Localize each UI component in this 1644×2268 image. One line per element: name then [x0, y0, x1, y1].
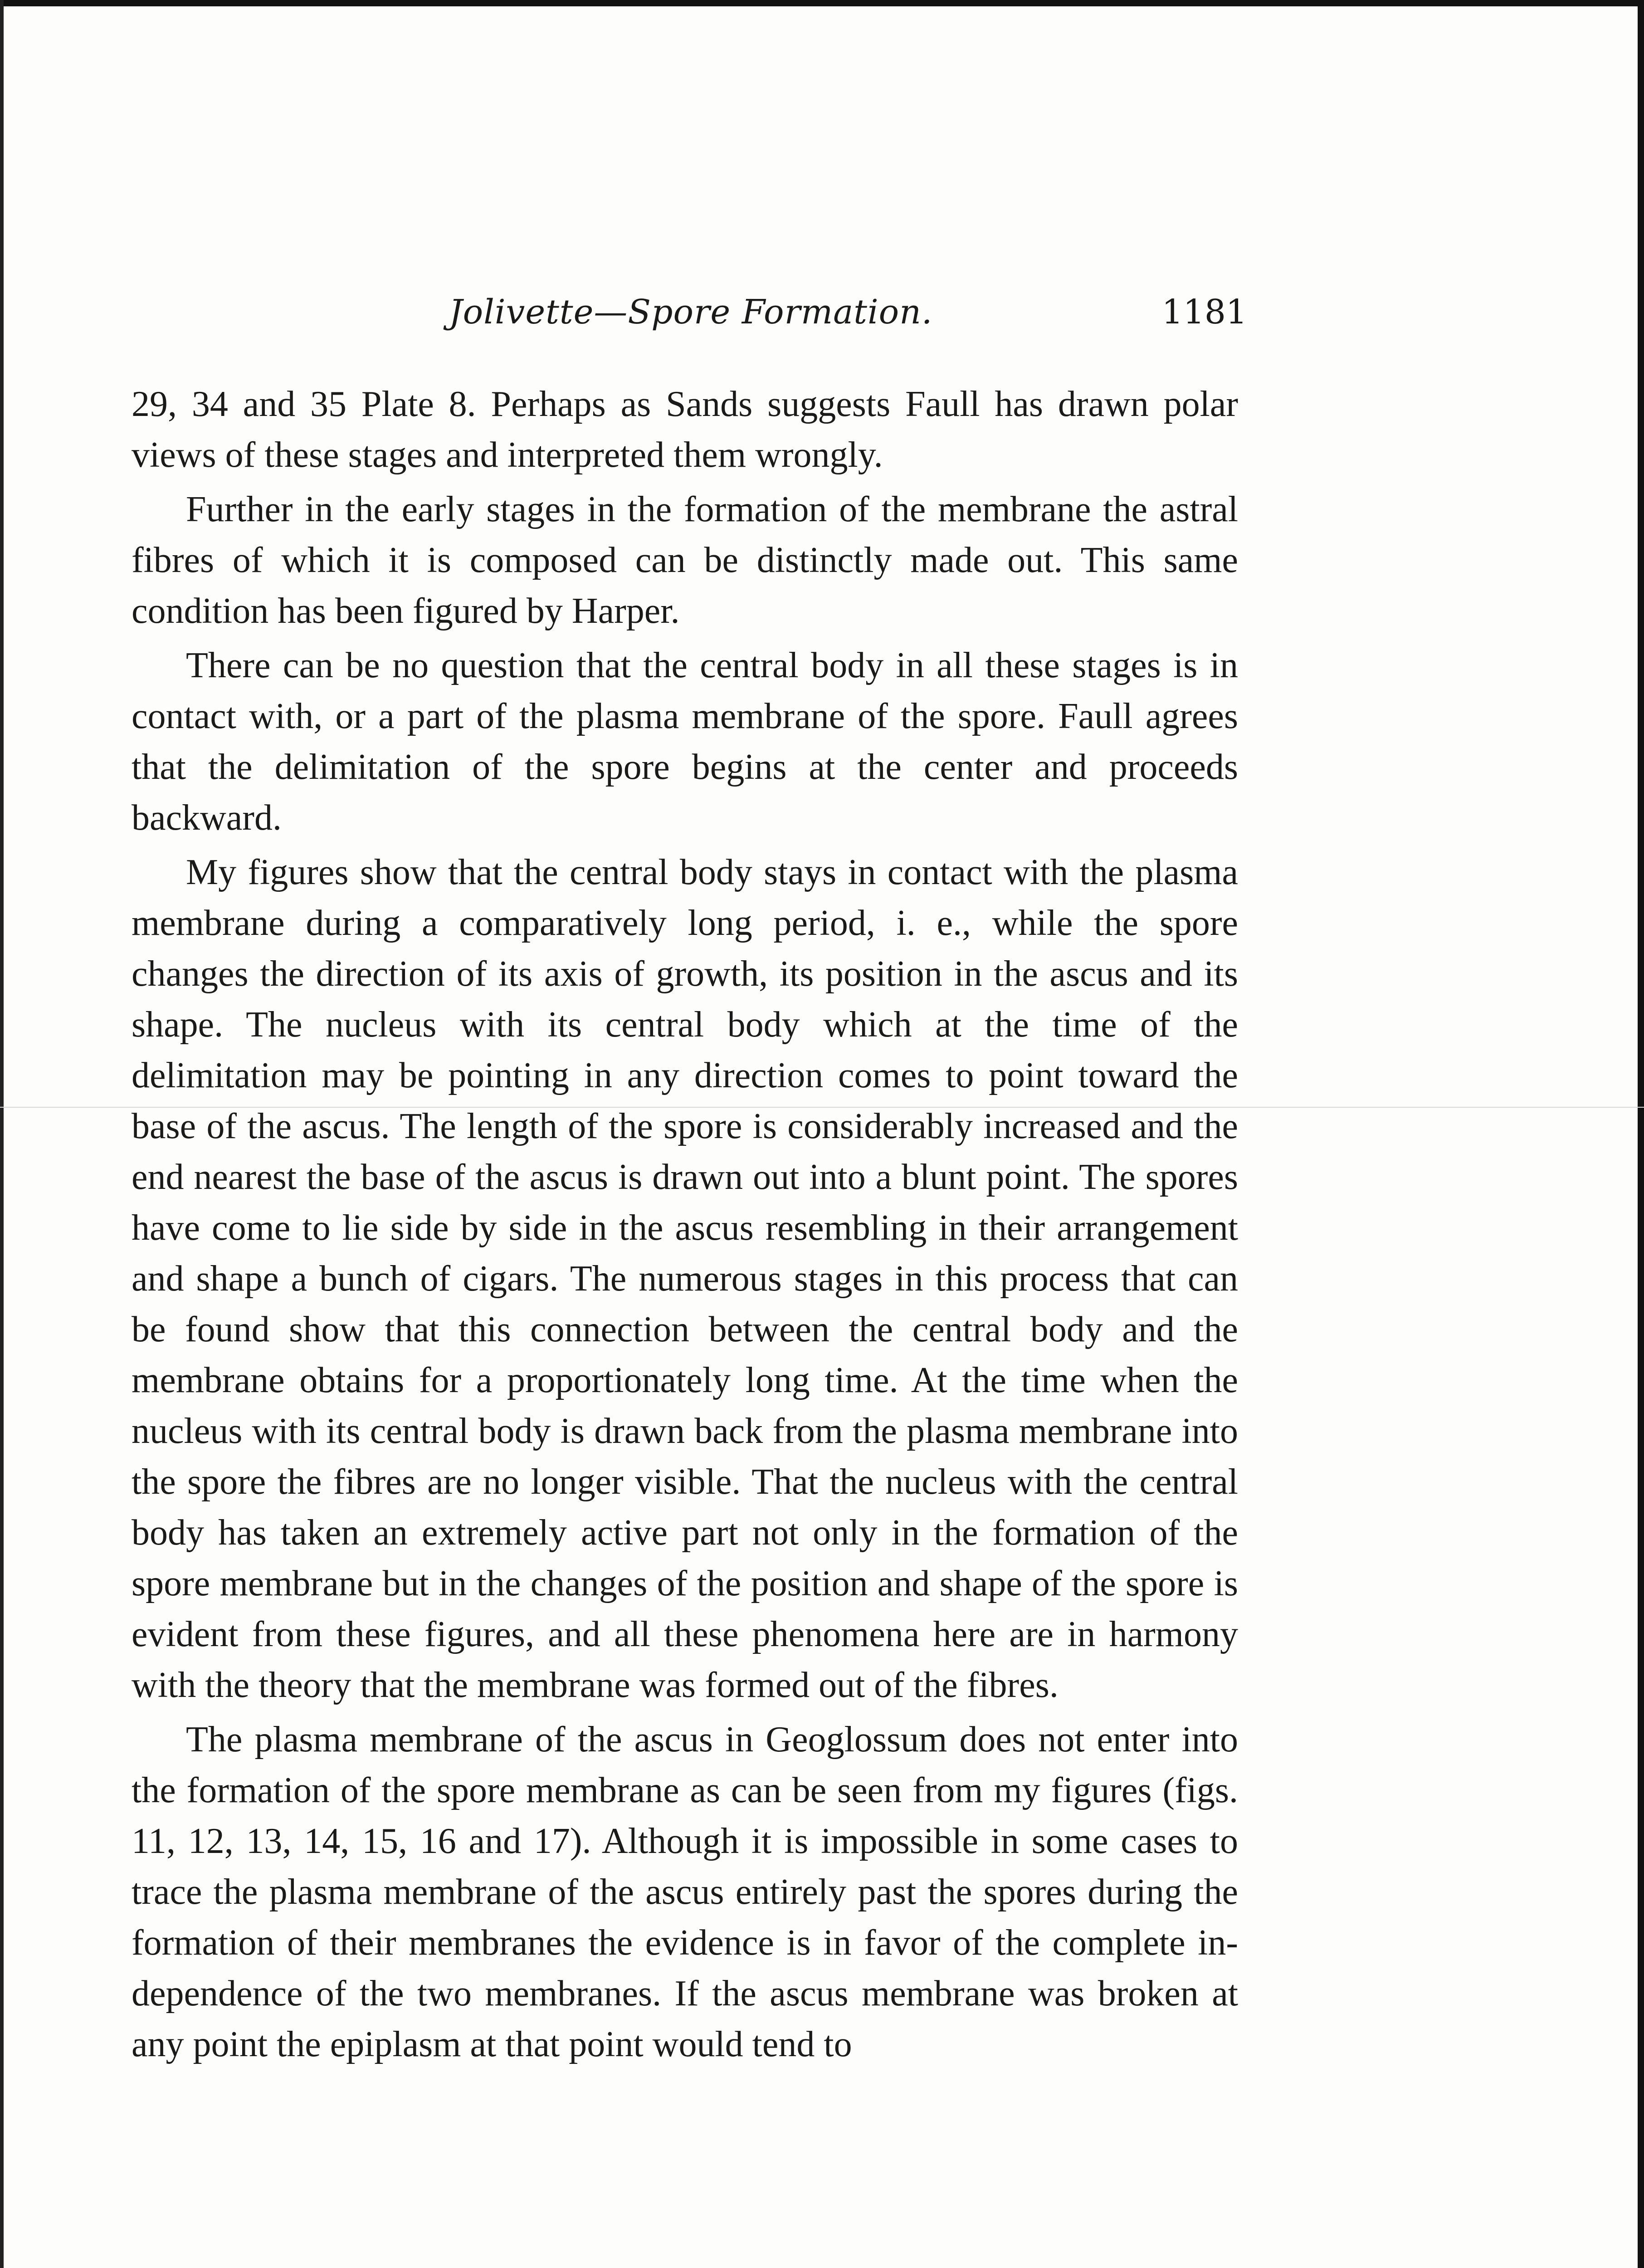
paragraph: Further in the early stages in the formation of the membrane the astral fibres of which it is composed can be distinctly made out. This same condition has been figured by Harper.	[132, 489, 1238, 631]
scan-edge-left	[0, 0, 4, 2268]
scan-edge-right	[1638, 0, 1644, 2268]
paragraph: 29, 34 and 35 Plate 8. Perhaps as Sands suggests Faull has drawn polar views of these stages and interpreted them wrongly.	[132, 384, 1238, 475]
page-number: 1181	[1161, 293, 1247, 332]
body-text	[132, 379, 1238, 2073]
paragraph: My figures show that the central body stays in contact with the plasma membrane during a comparatively long period, i. e., while the spore changes the direction of its axis of growth, its position in the ascus and its shape. The nucleus with its central body which at the time of the delimitation may be pointing in any direction comes to point toward the base of the ascus. The length of the spore is considerably increased and the end nearest the base of the ascus is drawn out into a blunt point. The spores have come to lie side by side in the ascus resembling in their arrangement and shape a bunch of cigars. The numerous stages in this process that can be found show that this connection between the central body and the membrane obtains for a proportionately long time. At the time when the nucleus with its central body is drawn back from the plasma membrane into the spore the fibres are no longer visible. That the nucleus with the central body has taken an extremely active part not only in the formation of the spore membrane but in the changes of the position and shape of the spore is evident from these figures, and all these phenomena here are in harmony with the theory that the membrane was formed out of the fibres.	[132, 852, 1238, 1705]
paragraph: The plasma membrane of the ascus in Geoglossum does not enter into the formation of the spore membrane as can be seen from my figures (figs. 11, 12, 13, 14, 15, 16 and 17). Although it is impossible in some cases to trace the plasma membrane of the ascus entirely past the spores during the formation of their membranes the evidence is in favor of the complete independence of the two membranes. If the ascus membrane was broken at any point the epiplasm at that point would tend to	[132, 1720, 1238, 2064]
running-head: Jolivette—Spore Formation.	[449, 293, 933, 332]
paragraph: There can be no question that the central body in all these stages is in contact with, or a part of the plasma membrane of the spore. Faull agrees that the delimitation of the spore begins at the center and proceeds backward.	[132, 645, 1238, 838]
scan-edge-top	[0, 0, 1644, 6]
page-header	[132, 293, 1247, 342]
